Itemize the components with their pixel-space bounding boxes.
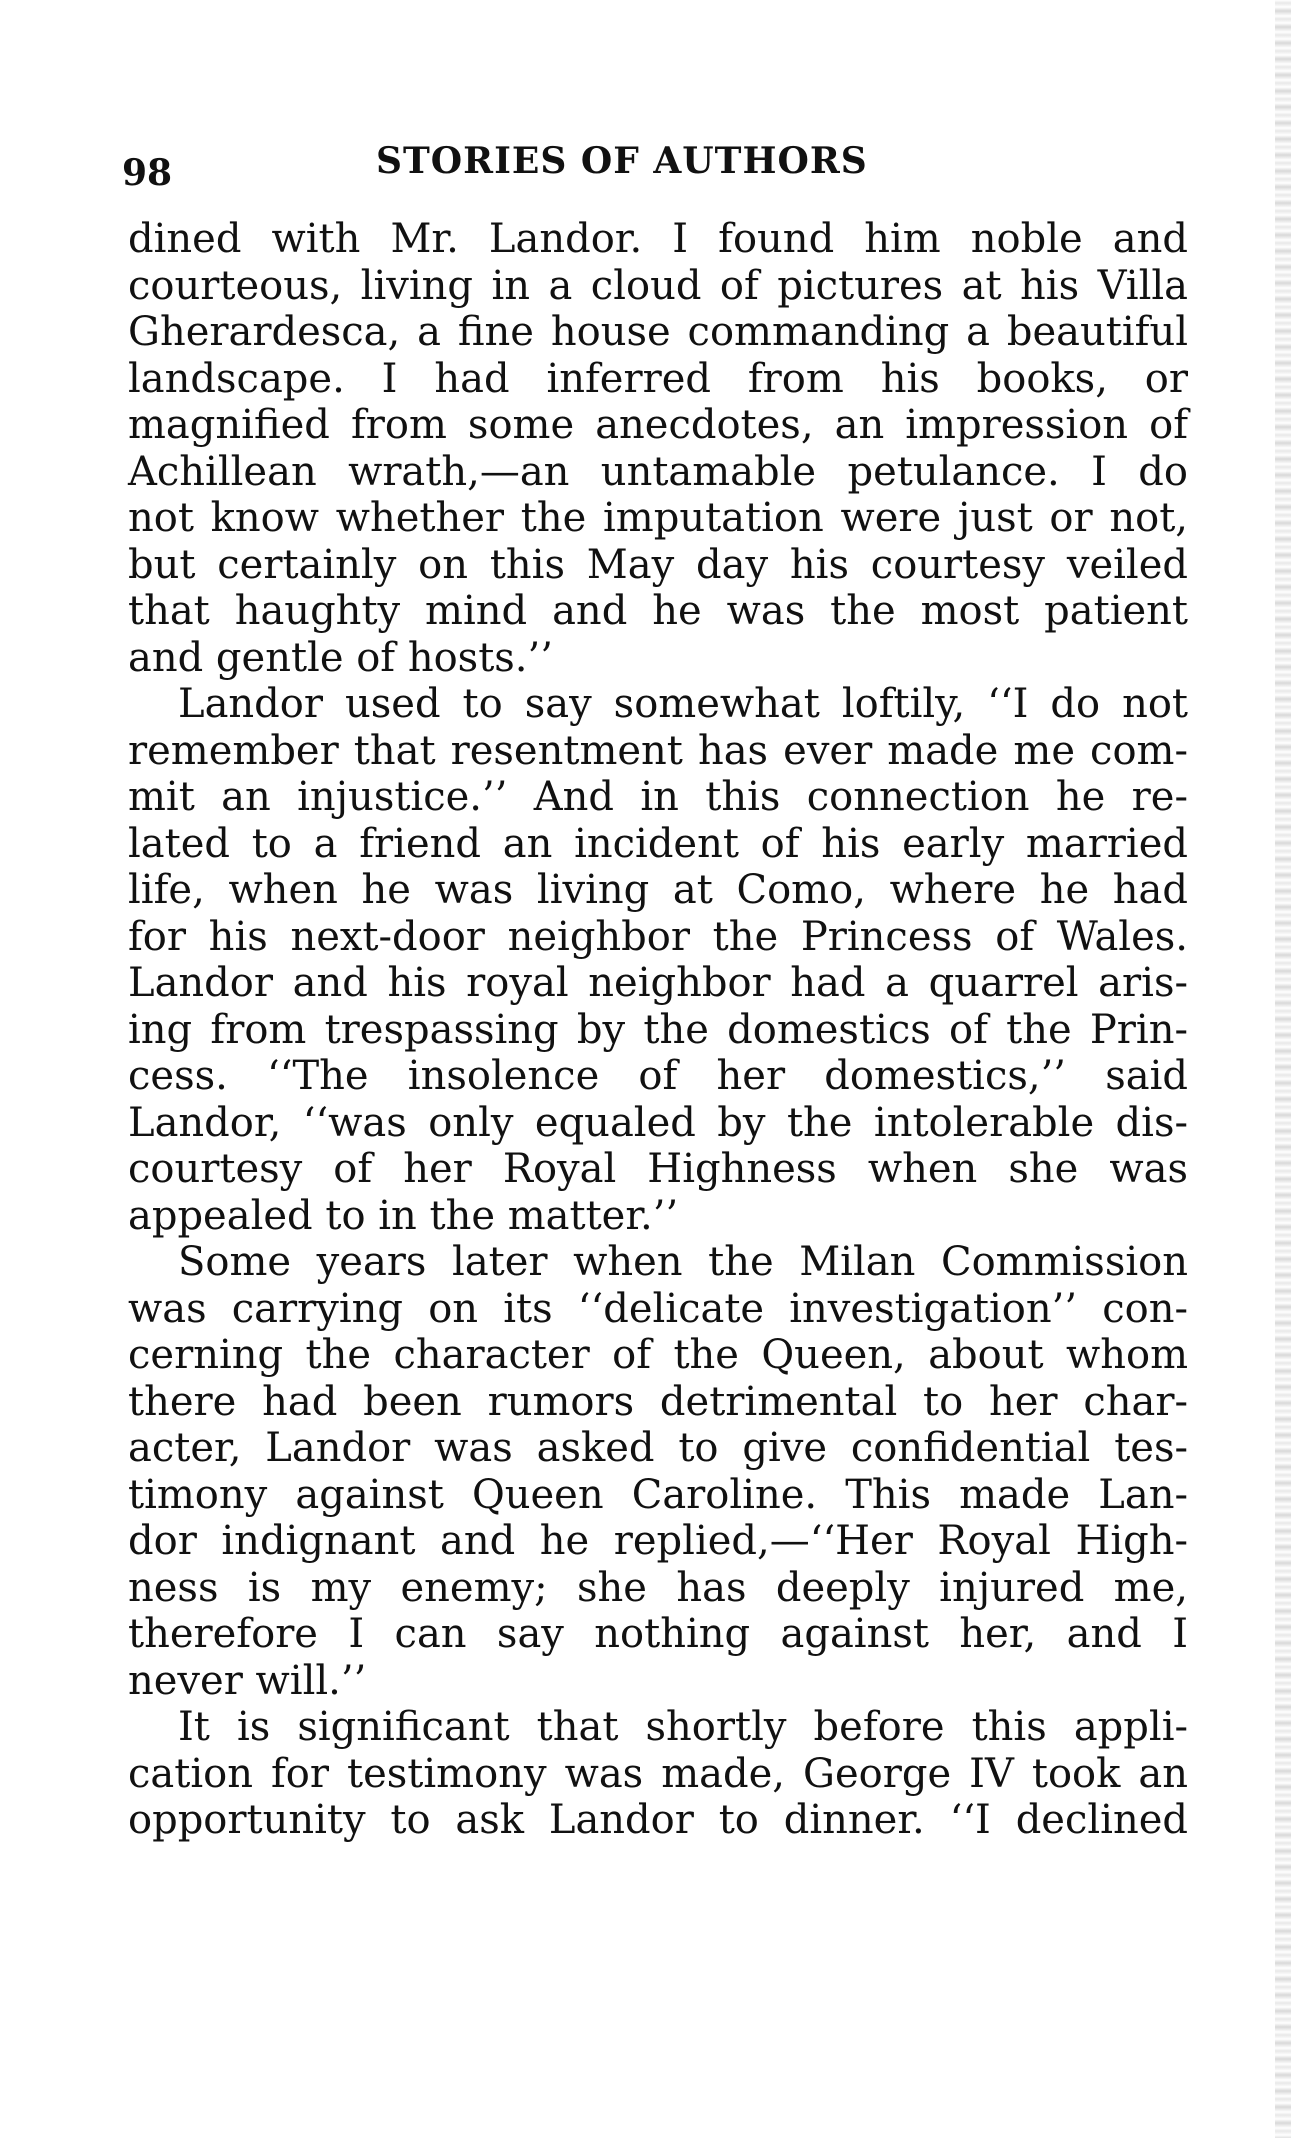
text-line: lated to a friend an incident of his early married <box>128 820 1188 867</box>
text-line: therefore I can say nothing against her, and I <box>128 1611 1188 1657</box>
text-line: Landor, ‘‘was only equaled by the intolerable dis- <box>128 1099 1188 1146</box>
text-line: remember that resentment has ever made me com- <box>128 727 1188 774</box>
text-line: that haughty mind and he was the most patient <box>128 588 1188 634</box>
text-line: courteous, living in a cloud of pictures at his Villa <box>128 262 1188 309</box>
page-header <box>122 140 1134 200</box>
text-line: ing from trespassing by the domestics of the Prin- <box>128 1006 1188 1053</box>
text-line: opportunity to ask Landor to dinner. ‘‘I declined <box>128 1797 1188 1843</box>
page-number: 98 <box>122 152 173 194</box>
text-line: dor indignant and he replied,—‘‘Her Royal High- <box>128 1518 1188 1564</box>
text-line: Achillean wrath,—an untamable petulance. I do <box>128 448 1188 495</box>
text-line: ness is my enemy; she has deeply injured me, <box>128 1564 1188 1611</box>
paragraph-start-line: Landor used to say somewhat loftily, ‘‘I do not <box>178 681 1188 727</box>
text-line: for his next-door neighbor the Princess of Wales. <box>128 913 1188 960</box>
text-line: but certainly on this May day his courtesy veiled <box>128 541 1188 588</box>
text-line: magnified from some anecdotes, an impression of <box>128 402 1188 448</box>
text-line: mit an injustice.’’ And in this connection he re- <box>128 774 1188 820</box>
text-line: courtesy of her Royal Highness when she was <box>128 1146 1188 1192</box>
running-head: STORIES OF AUTHORS <box>376 140 868 182</box>
text-line: cess. ‘‘The insolence of her domestics,’’ said <box>128 1053 1188 1099</box>
paragraph-start-line: Some years later when the Milan Commission <box>178 1239 1188 1285</box>
page-edge <box>1275 0 1291 2138</box>
text-line: not know whether the imputation were just or not, <box>128 495 1188 541</box>
text-line: cation for testimony was made, George IV took an <box>128 1750 1188 1797</box>
paragraph-start-line: It is significant that shortly before this appli- <box>178 1704 1188 1750</box>
text-line: timony against Queen Caroline. This made Lan- <box>128 1471 1188 1518</box>
text-line: cerning the character of the Queen, about whom <box>128 1332 1188 1378</box>
text-line: appealed to in the matter.’’ <box>128 1192 679 1239</box>
text-line: and gentle of hosts.’’ <box>128 634 553 681</box>
text-line: acter, Landor was asked to give confidential tes- <box>128 1425 1188 1471</box>
text-line: dined with Mr. Landor. I found him noble and <box>128 216 1188 262</box>
text-line: was carrying on its ‘‘delicate investigation’’ con- <box>128 1285 1188 1332</box>
text-line: there had been rumors detrimental to her char- <box>128 1378 1188 1425</box>
text-line: never will.’’ <box>128 1657 367 1704</box>
text-line: life, when he was living at Como, where he had <box>128 867 1188 913</box>
text-line: Gherardesca, a fine house commanding a beautiful <box>128 309 1188 355</box>
text-line: landscape. I had inferred from his books, or <box>128 355 1188 402</box>
text-line: Landor and his royal neighbor had a quarrel aris- <box>128 960 1188 1006</box>
body-text <box>128 216 1188 1844</box>
